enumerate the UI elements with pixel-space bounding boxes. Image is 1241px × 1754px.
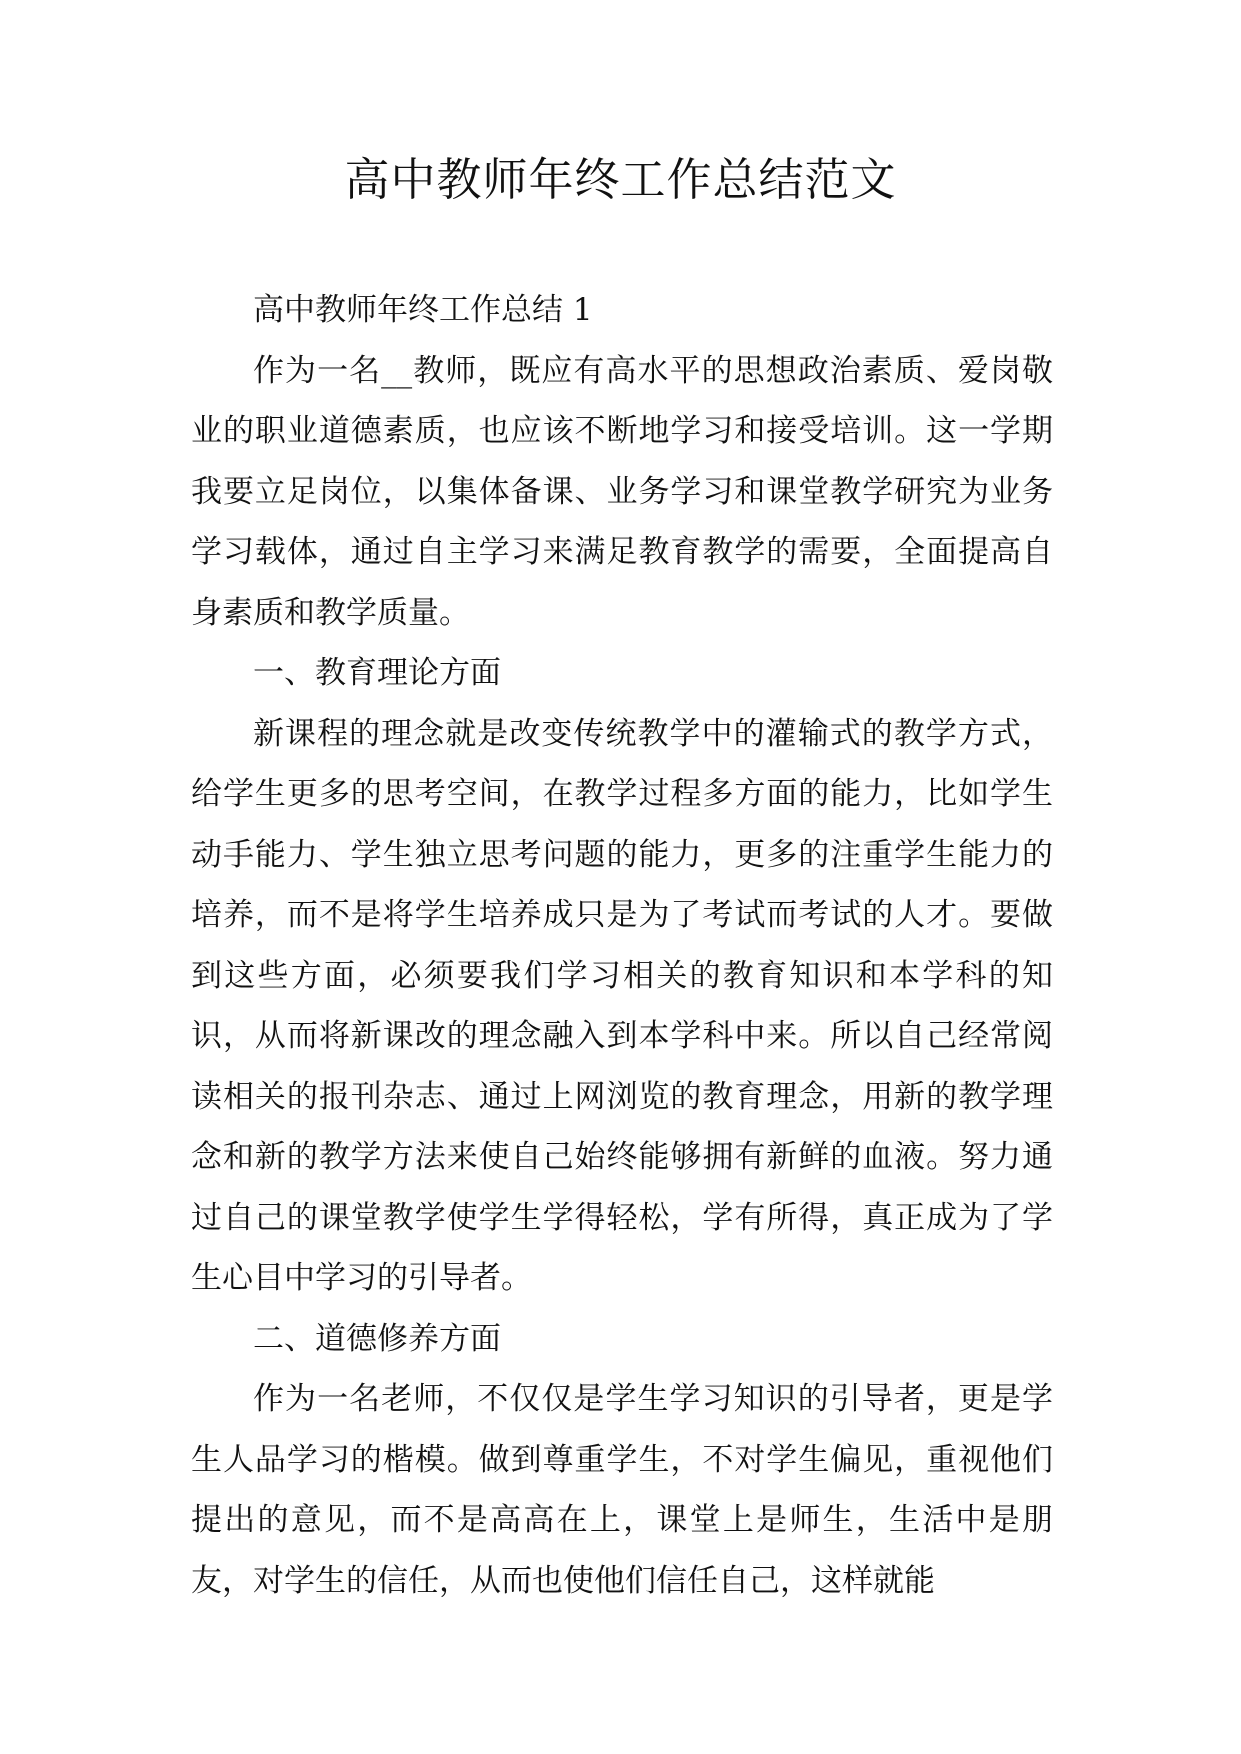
body-paragraph: 作为一名老师，不仅仅是学生学习知识的引导者，更是学生人品学习的楷模。做到尊重学生，不对学生偏见，重视他们提出的意见，而不是高高在上，课堂上是师生，生活中是朋友，对学生的信任，从而也使他们信任自己，这样就能 xyxy=(191,1381,1053,1599)
document-title: 高中教师年终工作总结范文 xyxy=(344,153,897,206)
document-body xyxy=(191,280,1053,1611)
section-heading: 二、道德修养方面 xyxy=(253,1320,501,1357)
body-paragraph: 作为一名__教师，既应有高水平的思想政治素质、爱岗敬业的职业道德素质，也应该不断地学习和接受培训。这一学期我要立足岗位，以集体备课、业务学习和课堂教学研究为业务学习载体，通过自主学习来满足教育教学的需要，全面提高自身素质和教学质量。 xyxy=(191,352,1053,631)
section-heading: 高中教师年终工作总结 1 xyxy=(253,292,593,328)
section-heading: 一、教育理论方面 xyxy=(253,655,501,691)
body-paragraph: 新课程的理念就是改变传统教学中的灌输式的教学方式，给学生更多的思考空间，在教学过程多方面的能力，比如学生动手能力、学生独立思考问题的能力，更多的注重学生能力的培养，而不是将学生培养成只是为了考试而考试的人才。要做到这些方面，必须要我们学习相关的教育知识和本学科的知识，从而将新课改的理念融入到本学科中来。所以自己经常阅读相关的报刊杂志、通过上网浏览的教育理念，用新的教学理念和新的教学方法来使自己始终能够拥有新鲜的血液。努力通过自己的课堂教学使学生学得轻松，学有所得，真正成为了学生心目中学习的引导者。 xyxy=(191,715,1053,1296)
